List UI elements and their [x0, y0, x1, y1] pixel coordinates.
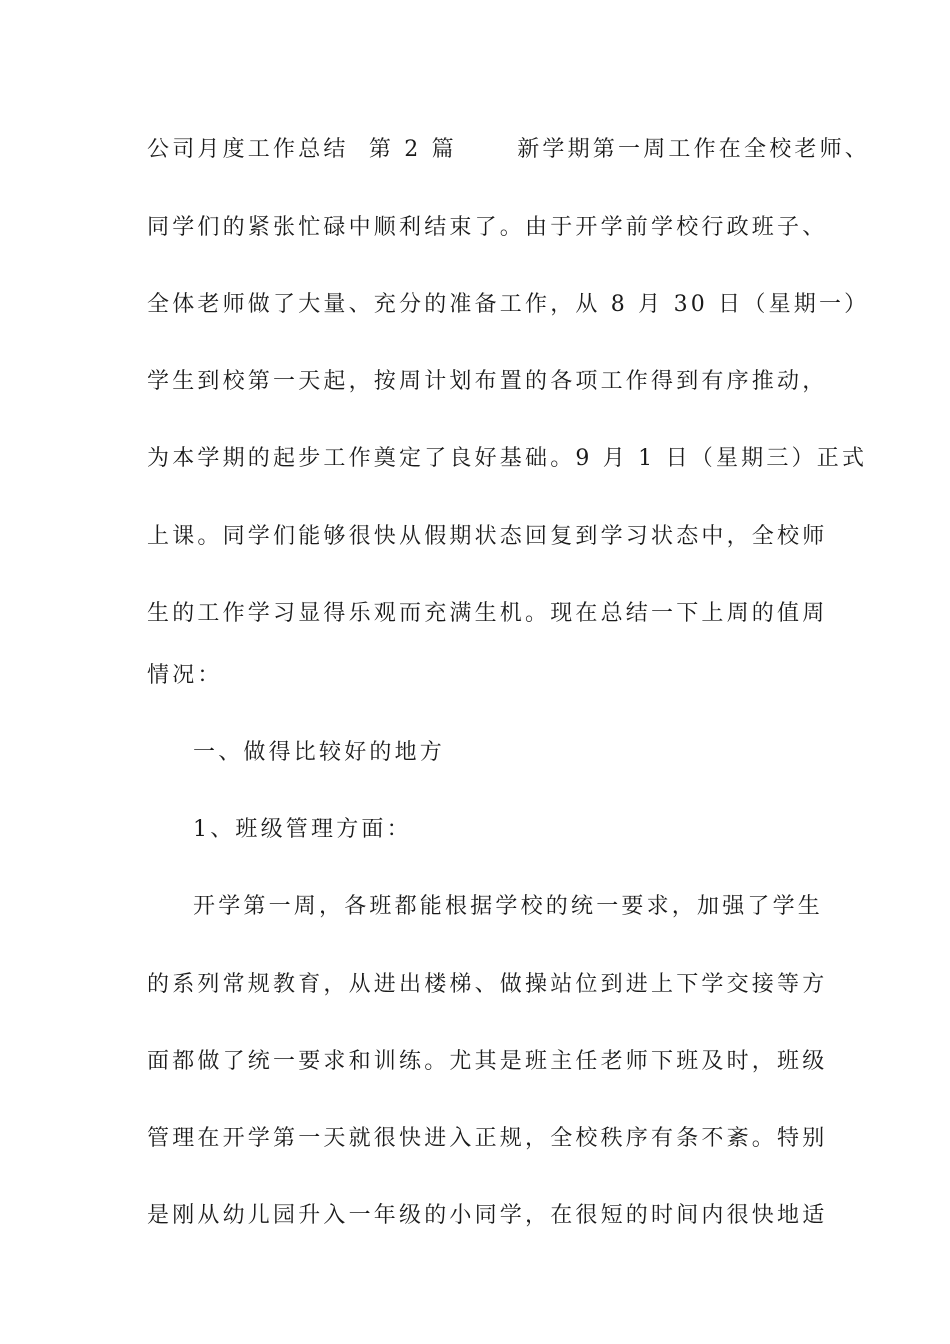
- doc-line-1: [147, 135, 871, 165]
- doc-line-8: 情况：: [147, 663, 223, 688]
- paragraph-text: 新学期第一周工作在全校老师、: [517, 137, 871, 162]
- doc-line-2: 同学们的紧张忙碌中顺利结束了。由于开学前学校行政班子、: [147, 215, 828, 240]
- doc-part-label: 第 2 篇: [368, 137, 457, 162]
- doc-line-11: 开学第一周，各班都能根据学校的统一要求，加强了学生: [193, 894, 824, 919]
- subsection-heading: 1、班级管理方面：: [193, 817, 412, 842]
- doc-title: 公司月度工作总结: [147, 137, 349, 162]
- doc-line-12: 的系列常规教育，从进出楼梯、做操站位到进上下学交接等方: [147, 972, 828, 997]
- doc-line-6: 上课。同学们能够很快从假期状态回复到学习状态中，全校师: [147, 524, 828, 549]
- doc-line-4: 学生到校第一天起，按周计划布置的各项工作得到有序推动，: [147, 369, 828, 394]
- doc-line-15: 是刚从幼儿园升入一年级的小同学，在很短的时间内很快地适: [147, 1203, 828, 1228]
- doc-line-14: 管理在开学第一天就很快进入正规，全校秩序有条不紊。特别: [147, 1126, 828, 1151]
- doc-line-7: 生的工作学习显得乐观而充满生机。现在总结一下上周的值周: [147, 601, 828, 626]
- doc-line-3: 全体老师做了大量、充分的准备工作，从 8 月 30 日（星期一）: [147, 292, 870, 317]
- doc-line-13: 面都做了统一要求和训练。尤其是班主任老师下班及时，班级: [147, 1049, 828, 1074]
- section-heading: 一、做得比较好的地方: [193, 740, 446, 765]
- doc-line-5: 为本学期的起步工作奠定了良好基础。9 月 1 日（星期三）正式: [147, 446, 868, 471]
